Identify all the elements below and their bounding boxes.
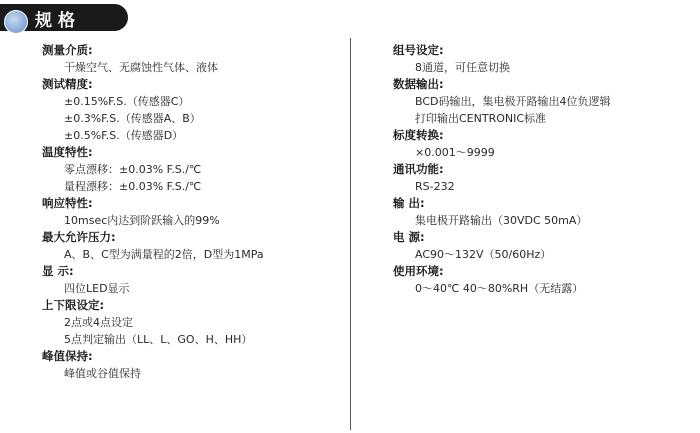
spec-label: 峰值保持: bbox=[42, 349, 93, 363]
spec-value: 峰值或谷值保持 bbox=[64, 367, 141, 380]
spec-scale-conversion bbox=[393, 127, 683, 161]
spec-value: RS-232 bbox=[415, 180, 455, 193]
spec-environment bbox=[393, 263, 683, 297]
spec-value: ±0.15%F.S.（传感器C） bbox=[64, 95, 190, 108]
spec-label: 数据输出: bbox=[393, 77, 444, 91]
spec-column-right bbox=[393, 42, 683, 297]
column-divider bbox=[350, 38, 351, 430]
spec-value: 10msec内达到阶跃输入的99% bbox=[64, 214, 220, 227]
spec-value: 5点判定输出（LL、L、GO、H、HH） bbox=[64, 333, 253, 346]
spec-display bbox=[42, 263, 332, 297]
spec-value: A、B、C型为满量程的2倍，D型为1MPa bbox=[64, 248, 264, 261]
spec-limit-setting bbox=[42, 297, 332, 348]
spec-label: 温度特性: bbox=[42, 145, 93, 159]
spec-value: 打印输出CENTRONIC标准 bbox=[415, 112, 547, 125]
spec-value: ±0.5%F.S.（传感器D） bbox=[64, 129, 184, 142]
spec-label: 组号设定: bbox=[393, 43, 444, 57]
spec-value: BCD码输出，集电极开路输出4位负逻辑 bbox=[415, 95, 611, 108]
spec-value: 8通道，可任意切换 bbox=[415, 61, 510, 74]
spec-value: ×0.001～9999 bbox=[415, 146, 495, 159]
spec-max-pressure bbox=[42, 229, 332, 263]
spec-value: 量程漂移：±0.03% F.S./℃ bbox=[64, 180, 202, 193]
spec-value: ±0.3%F.S.（传感器A、B） bbox=[64, 112, 201, 125]
spec-value: 四位LED显示 bbox=[64, 282, 130, 295]
section-title: 规格 bbox=[35, 11, 81, 31]
spec-value: AC90～132V（50/60Hz） bbox=[415, 248, 552, 261]
spec-label: 上下限设定: bbox=[42, 298, 105, 312]
spec-label: 显 示: bbox=[42, 264, 74, 278]
spec-accuracy bbox=[42, 76, 332, 144]
spec-output bbox=[393, 195, 683, 229]
spec-label: 输 出: bbox=[393, 196, 425, 210]
spec-power bbox=[393, 229, 683, 263]
spec-label: 测试精度: bbox=[42, 77, 93, 91]
spec-label: 标度转换: bbox=[393, 128, 444, 142]
spec-peak-hold bbox=[42, 348, 332, 382]
spec-group-setting bbox=[393, 42, 683, 76]
spec-value: 2点或4点设定 bbox=[64, 316, 133, 329]
spec-response bbox=[42, 195, 332, 229]
spec-column-left bbox=[42, 42, 332, 382]
spec-label: 电 源: bbox=[393, 230, 425, 244]
spec-value: 零点漂移：±0.03% F.S./℃ bbox=[64, 163, 202, 176]
spec-value: 0～40℃ 40～80%RH（无结露） bbox=[415, 282, 584, 295]
spec-label: 响应特性: bbox=[42, 196, 93, 210]
spec-label: 最大允许压力: bbox=[42, 230, 116, 244]
spec-data-output bbox=[393, 76, 683, 127]
spec-temperature bbox=[42, 144, 332, 195]
spec-label: 测量介质: bbox=[42, 43, 93, 57]
spec-value: 干燥空气、无腐蚀性气体、液体 bbox=[64, 61, 218, 74]
spec-value: 集电极开路输出（30VDC 50mA） bbox=[415, 214, 588, 227]
circle-bullet-icon bbox=[4, 10, 28, 34]
spec-label: 使用环境: bbox=[393, 264, 444, 278]
spec-measuring-medium bbox=[42, 42, 332, 76]
spec-label: 通讯功能: bbox=[393, 162, 444, 176]
spec-communication bbox=[393, 161, 683, 195]
section-header bbox=[0, 4, 128, 31]
